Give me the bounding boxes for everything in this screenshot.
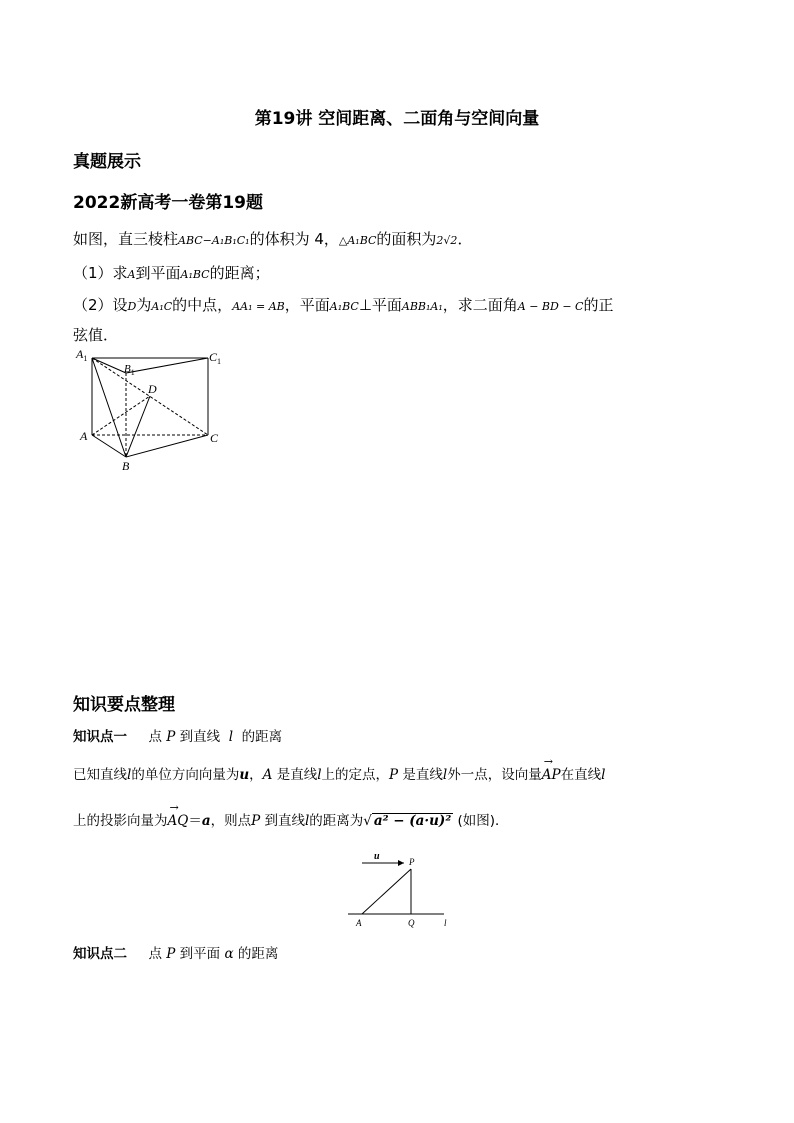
section-heading-key-points: 知识要点整理 xyxy=(73,695,175,715)
edge-b1c1 xyxy=(126,358,208,373)
edge-bd xyxy=(126,396,150,457)
problem-heading: 2022新高考一卷第19题 xyxy=(73,193,263,213)
label-d: D xyxy=(148,382,157,396)
label-c1: $C_1$ xyxy=(209,350,222,366)
label-q: Q xyxy=(408,918,415,928)
label-p: P xyxy=(409,857,415,867)
edge-ab xyxy=(92,435,126,457)
kp1-heading: 知识点一 点 P 到直线 l 的距离 xyxy=(73,729,283,745)
vector-aq: → AQ xyxy=(168,813,189,829)
kp2-heading: 知识点二 点 P 到平面 α 的距离 xyxy=(73,946,279,962)
question-2: （2）设D为A₁C的中点，AA₁ = AB，平面A₁BC⊥平面ABB₁A₁，求二面角A − BD − C的正 xyxy=(73,296,614,314)
label-b1: $B_1$ xyxy=(124,363,135,377)
edge-a1b1 xyxy=(92,358,126,373)
label-c: C xyxy=(210,431,219,445)
label-b: B xyxy=(122,459,130,473)
kp1-line-2: 上的投影向量为→ AQ＝a，则点P 到直线l的距离为√ a² − (a·u)² (如图)． xyxy=(73,809,509,829)
page-title: 第19讲 空间距离、二面角与空间向量 xyxy=(254,109,540,129)
label-u: u xyxy=(374,851,380,862)
kp1-line-1: 已知直线l的单位方向向量为u，A 是直线l上的定点，P 是直线l外一点，设向量→ AP在直线l xyxy=(73,763,605,783)
segment-ap xyxy=(362,869,411,914)
prism-figure xyxy=(70,346,230,476)
label-a-small: A xyxy=(356,918,362,928)
section-heading-real-exam: 真题展示 xyxy=(73,152,141,172)
label-l: l xyxy=(444,918,447,928)
edge-bc xyxy=(126,435,208,457)
problem-statement: 如图，直三棱柱ABC−A₁B₁C₁的体积为 4，△A₁BC的面积为2√2． xyxy=(73,230,473,248)
question-1: （1）求A到平面A₁BC的距离； xyxy=(73,264,270,282)
label-a1: $A_1$ xyxy=(76,347,88,363)
label-a: A xyxy=(80,429,88,443)
distance-formula: a² − (a·u)² xyxy=(373,813,452,829)
edge-a1b xyxy=(92,358,126,457)
point-line-figure xyxy=(340,848,460,930)
question-2-cont: 弦值． xyxy=(73,326,119,344)
vector-ap: → AP xyxy=(542,767,561,783)
edge-ad xyxy=(92,396,150,435)
